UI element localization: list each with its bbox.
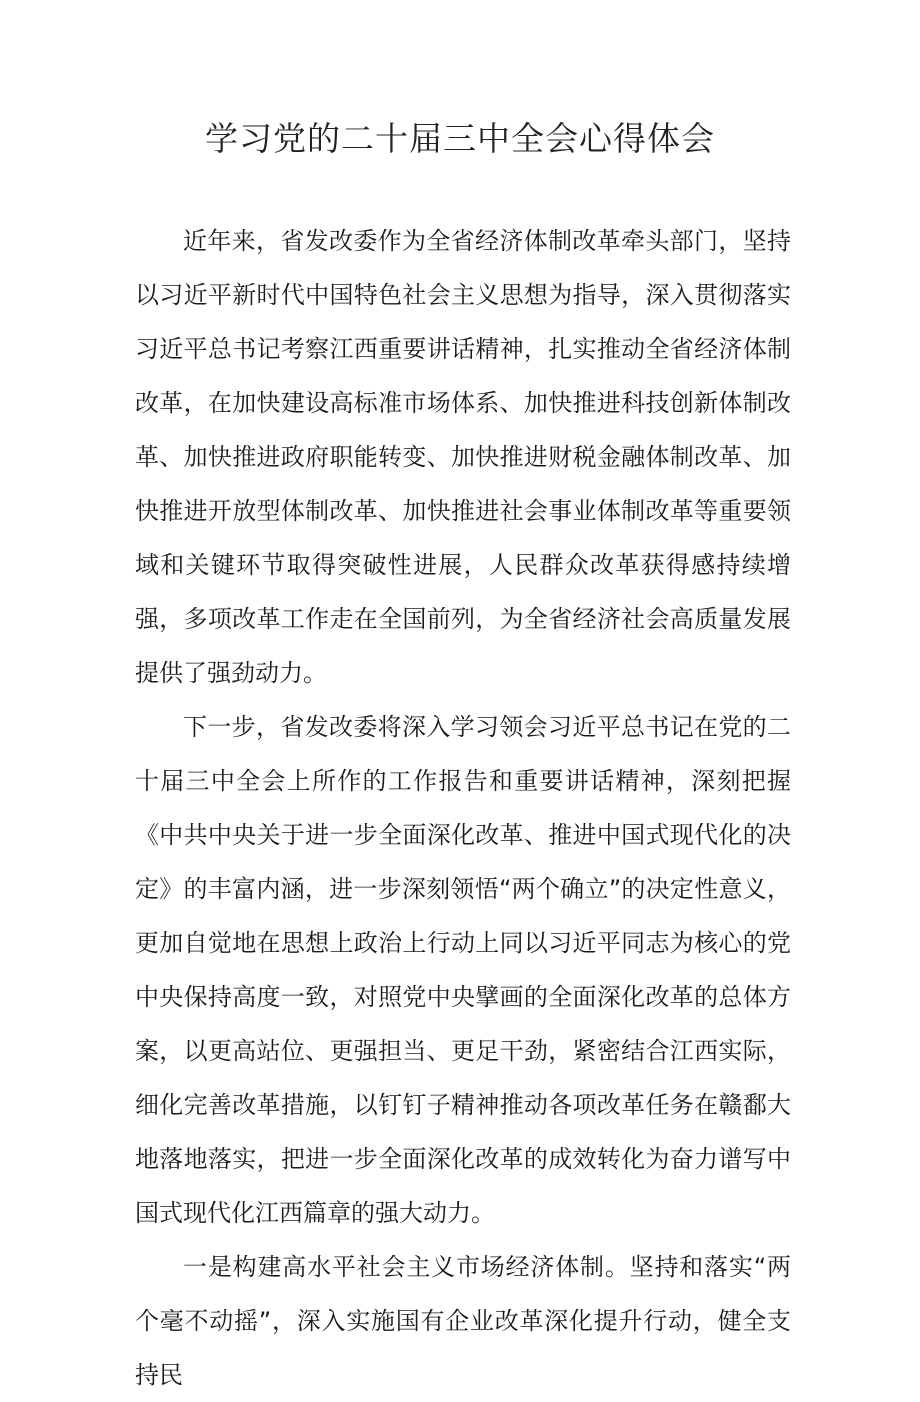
paragraph-reform-achievements: 近年来，省发改委作为全省经济体制改革牵头部门，坚持以习近平新时代中国特色社会主义思想为指导，深入贯彻落实习近平总书记考察江西重要讲话精神，扎实推动全省经济体制改革，在加快建设高标准市场体系、加快推进科技创新体制改革、加快推进政府职能转变、加快推进财税金融体制改革、加快推进开放型体制改革、加快推进社会事业体制改革等重要领域和关键环节取得突破性进展，人民群众改革获得感持续增强，多项改革工作走在全国前列，为全省经济社会高质量发展提供了强劲动力。 xyxy=(135,227,791,687)
document-body xyxy=(135,214,791,1402)
paragraph-next-steps: 下一步，省发改委将深入学习领会习近平总书记在党的二十届三中全会上所作的工作报告和重要讲话精神，深刻把握《中共中央关于进一步全面深化改革、推进中国式现代化的决定》的丰富内涵，进一步深刻领悟“两个确立”的决定性意义，更加自觉地在思想上政治上行动上同以习近平同志为核心的党中央保持高度一致，对照党中央擘画的全面深化改革的总体方案，以更高站位、更强担当、更足干劲，紧密结合江西实际，细化完善改革措施，以钉钉子精神推动各项改革任务在赣鄱大地落地落实，把进一步全面深化改革的成效转化为奋力谱写中国式现代化江西篇章的强大动力。 xyxy=(135,713,791,1227)
document-title: 学习党的二十届三中全会心得体会 xyxy=(205,119,715,158)
paragraph-market-economy: 一是构建高水平社会主义市场经济体制。坚持和落实“两个毫不动摇”，深入实施国有企业改革深化提升行动，健全支持民 xyxy=(135,1253,791,1389)
